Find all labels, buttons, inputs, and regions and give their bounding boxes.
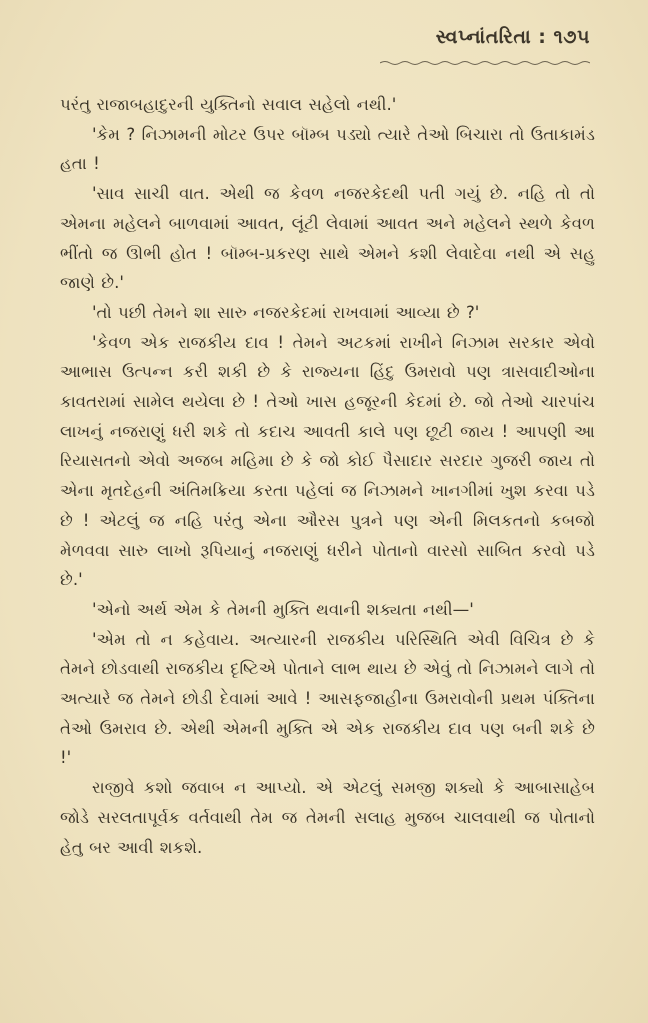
paragraph: રાજીવે કશો જવાબ ન આપ્યો. એ એટલું સમજી શક્યો કે આબાસાહેબ જોડે સરલતાપૂર્વક વર્તવાથી તેમ જ તેમની સલાહ મુજબ ચાલવાથી જ પોતાનો હેતુ બર આવી શકશે.: [60, 778, 595, 857]
paragraph: 'સાવ સાચી વાત. એથી જ કેવળ નજરકેદથી પતી ગયું છે. નહિ તો તો એમના મહેલને બાળવામાં આવત, લૂંટી લેવામાં આવત અને મહેલને સ્થળે કેવળ ભીંતો જ ઊભી હોત ! બૉમ્બ-પ્રકરણ સાથે એમને કશી લેવાદેવા નથી એ સહુ જાણે છે.': [60, 184, 595, 293]
wavy-underline: [380, 60, 590, 66]
paragraph: 'એનો અર્થ એમ કે તેમની મુક્તિ થવાની શક્યતા નથી—': [92, 599, 474, 619]
paragraph: 'તો પછી તેમને શા સારુ નજરકેદમાં રાખવામાં આવ્યા છે ?': [92, 302, 480, 322]
paragraph: 'એમ તો ન કહેવાય. અત્યારની રાજકીય પરિસ્થિતિ એવી વિચિત્ર છે કે તેમને છોડવાથી રાજકીય દૃષ્ટિએ પોતાને લાભ થાય છે એવું તો નિઝામને લાગે તો અત્યારે જ તેમને છોડી દેવામાં આવે ! આસફજાહીના ઉમરાવોની પ્રથમ પંક્તિના તેઓ ઉમરાવ છે. એથી એમની મુક્તિ એ એક રાજકીય દાવ પણ બની શકે છે !': [60, 629, 595, 768]
paragraph: 'કેમ ? નિઝામની મોટર ઉપર બૉમ્બ પડ્યો ત્યારે તેઓ બિચારા તો ઉતાકામંડ હતા !: [60, 124, 595, 174]
running-header: [330, 26, 590, 48]
page-title: સ્વપ્નાંતરિતા : ૧૭૫: [435, 26, 590, 48]
paragraph: પરંતુ રાજાબહાદુરની યુક્તિનો સવાલ સહેલો નથી.': [60, 95, 397, 114]
body-text: [60, 90, 595, 862]
paragraph: 'કેવળ એક રાજકીય દાવ ! તેમને અટકમાં રાખીને નિઝામ સરકાર એવો આભાસ ઉત્પન્ન કરી શકી છે કે રાજ્યના હિંદુ ઉમરાવો પણ ત્રાસવાદીઓના કાવતરામાં સામેલ થયેલા છે ! તેઓ ખાસ હજૂરની કેદમાં છે. જો તેઓ ચારપાંચ લાખનું નજરાણું ધરી શકે તો કદાચ આવતી કાલે પણ છૂટી જાય ! આપણી આ રિયાસતનો એવો અજબ મહિમા છે કે જો કોઈ પૈસાદાર સરદાર ગુજરી જાય તો એના મૃતદેહની અંતિમક્રિયા કરતા પહેલાં જ નિઝામને ખાનગીમાં ખુશ કરવા પડે છે ! એટલું જ નહિ પરંતુ એના ઔરસ પુત્રને પણ એની મિલકતનો કબજો મેળવવા સારુ લાખો રૂપિયાનું નજરાણું ધરીને પોતાનો વારસો સાબિત કરવો પડે છે.': [60, 332, 595, 590]
